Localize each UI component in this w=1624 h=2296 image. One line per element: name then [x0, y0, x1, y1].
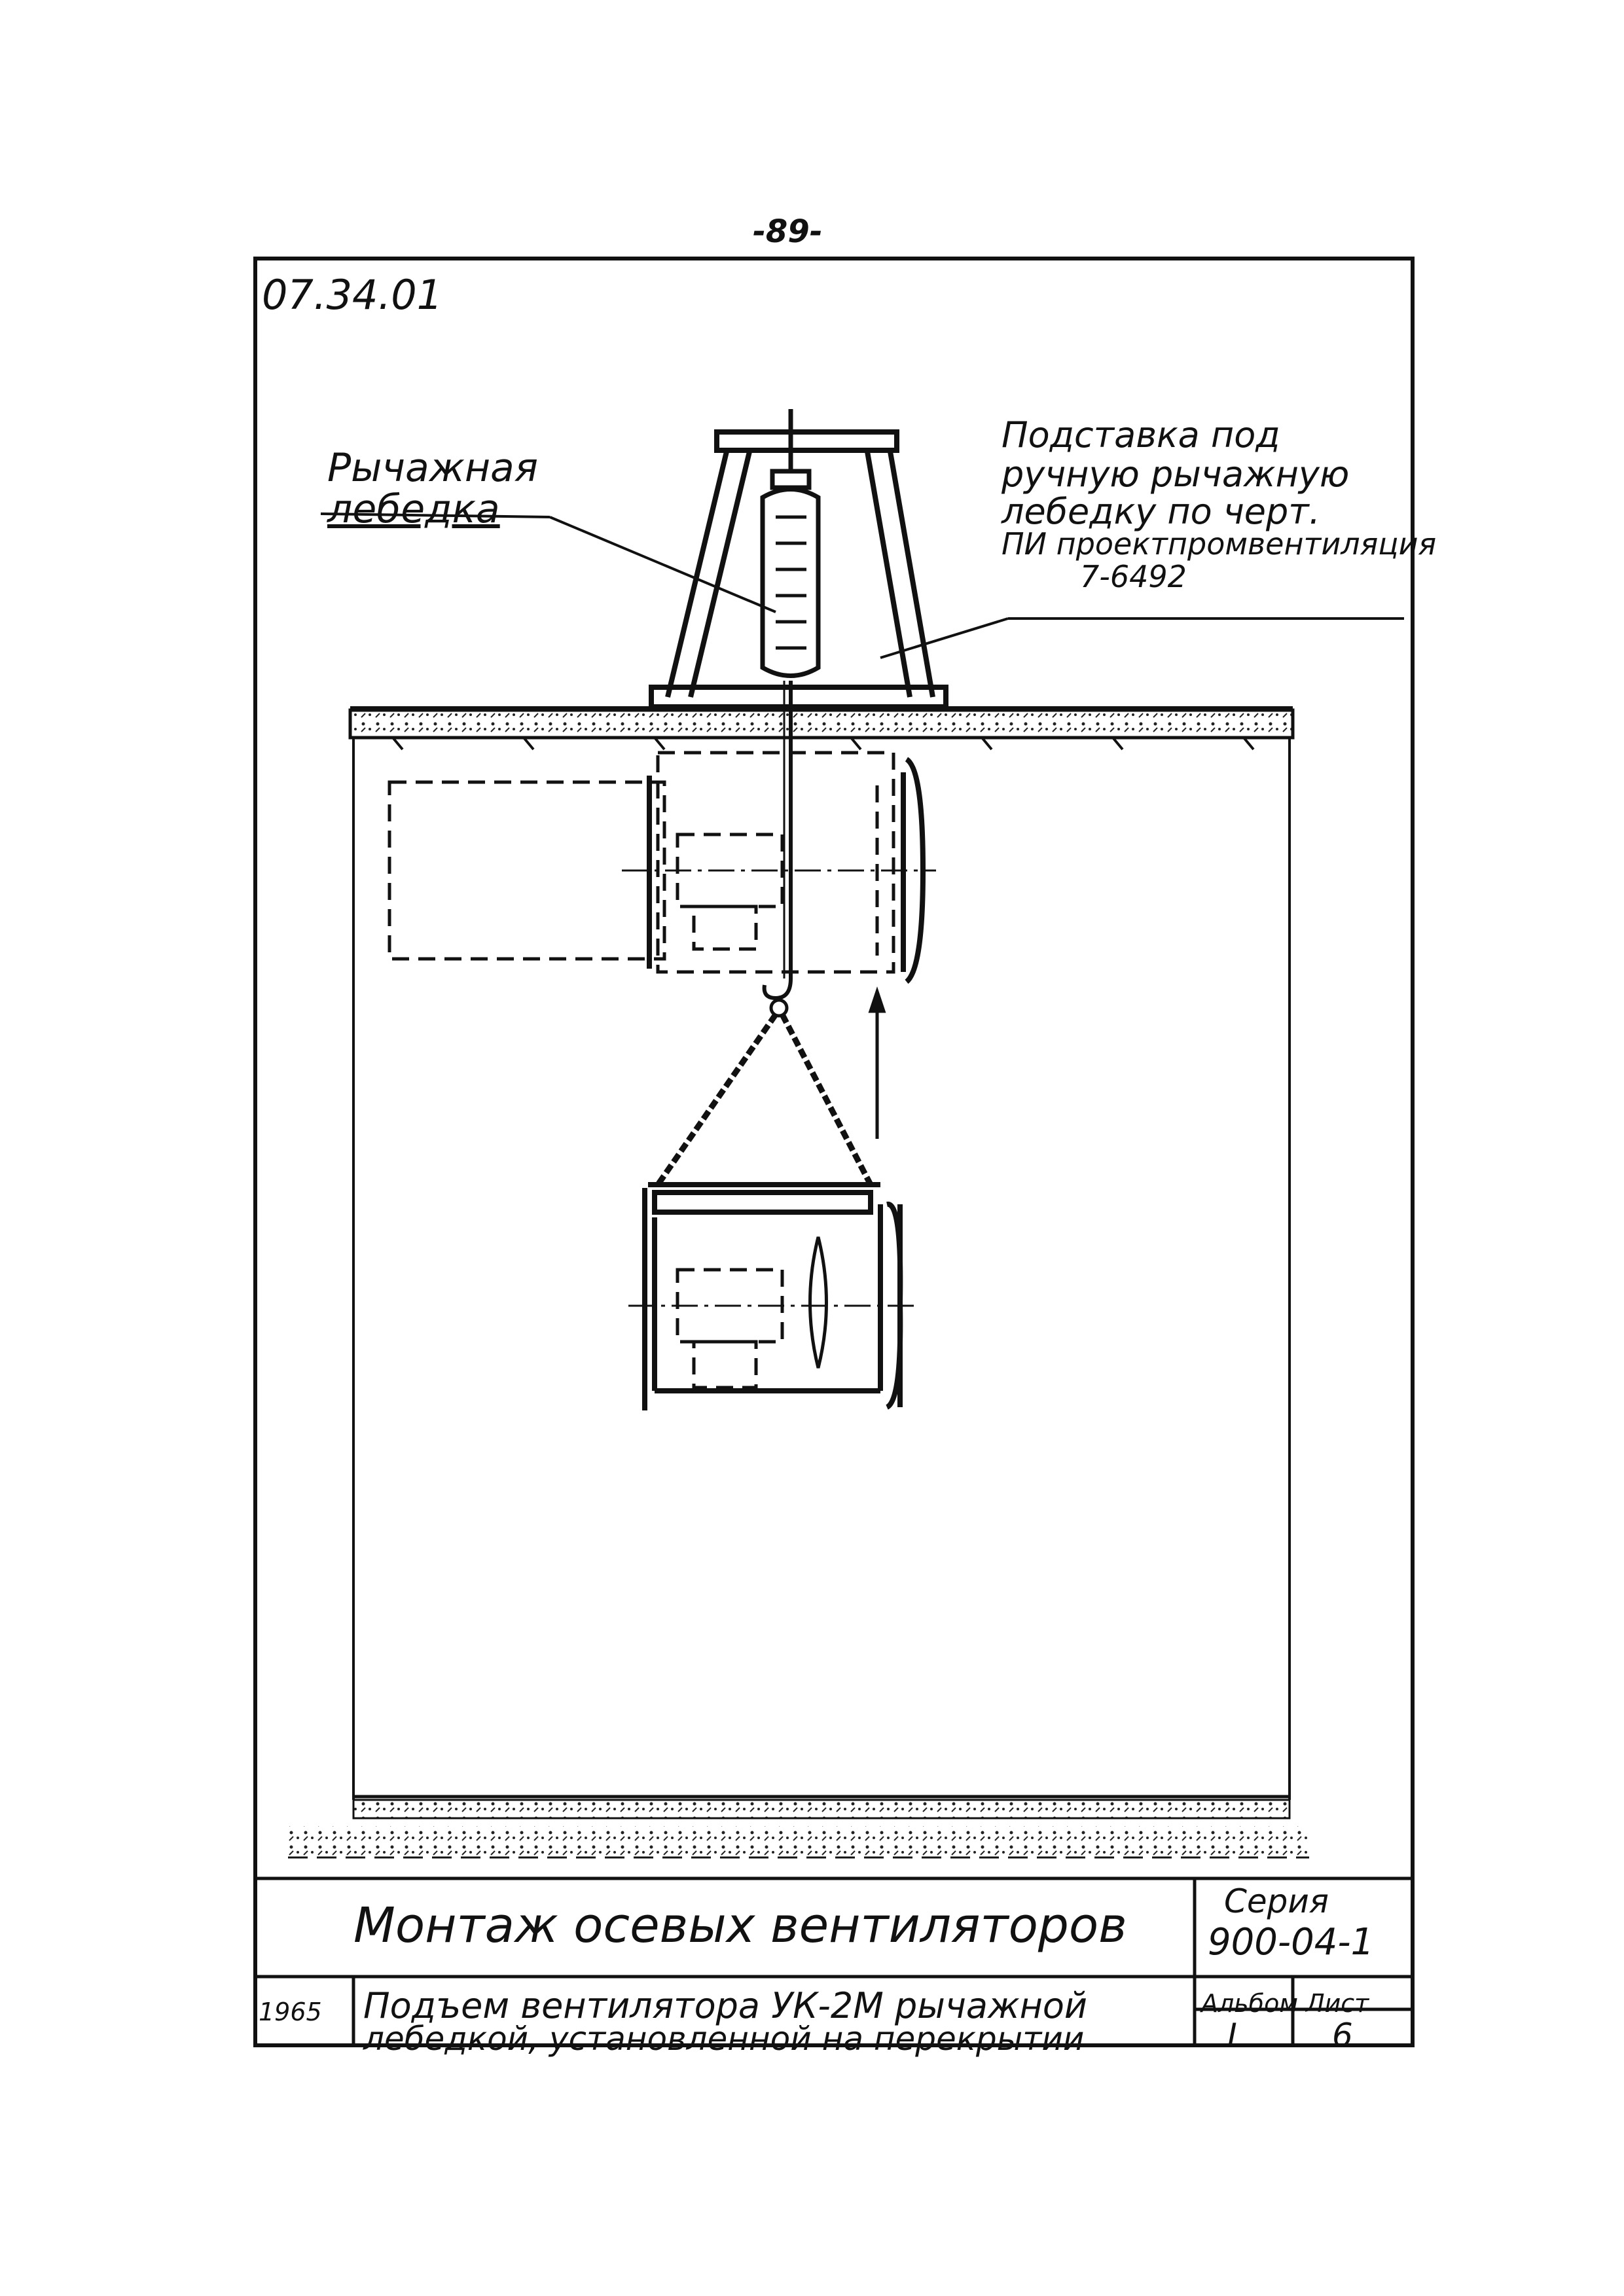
title-block-album-label: Альбом — [1201, 1989, 1299, 2018]
document-code: 07.34.01 — [262, 271, 443, 319]
stand-label: ПИ проектпромвентиляция — [1001, 526, 1437, 562]
ground-floor — [288, 1797, 1309, 1857]
stand-label: ручную рычажную — [1001, 454, 1350, 495]
title-block-subtitle: лебедкой, установленной на перекрытии — [363, 2020, 1085, 2058]
title-block-album-value: I — [1227, 2017, 1237, 2054]
room-walls — [353, 738, 1290, 1800]
fan-lifted — [645, 1185, 900, 1410]
page-number: -89- — [753, 213, 823, 250]
title-block-sheet-value: 6 — [1332, 2017, 1353, 2054]
lift-arrow — [871, 992, 884, 1139]
sling — [658, 1014, 871, 1185]
title-block-subtitle: Подъем вентилятора УК-2М рычажной — [363, 1985, 1088, 2026]
title-block-series-value: 900-04-1 — [1208, 1921, 1375, 1964]
floor-slab — [350, 708, 1293, 749]
winch-label: Рычажная — [327, 445, 538, 491]
title-block-sheet-label: Лист — [1306, 1989, 1369, 2018]
fan-installed-position — [389, 753, 893, 972]
title-block-series-label: Серия — [1224, 1882, 1329, 1920]
fan-lifted-motor — [677, 1237, 827, 1388]
stand-label: лебедку по черт. — [1001, 491, 1320, 532]
title-block-year: 1965 — [259, 1998, 322, 2026]
stand-label: Подставка под — [1001, 414, 1280, 456]
winch-label: лебедка — [327, 486, 500, 532]
stand-label: 7-6492 — [1080, 559, 1187, 594]
title-block-title: Монтаж осевых вентиляторов — [353, 1897, 1127, 1954]
